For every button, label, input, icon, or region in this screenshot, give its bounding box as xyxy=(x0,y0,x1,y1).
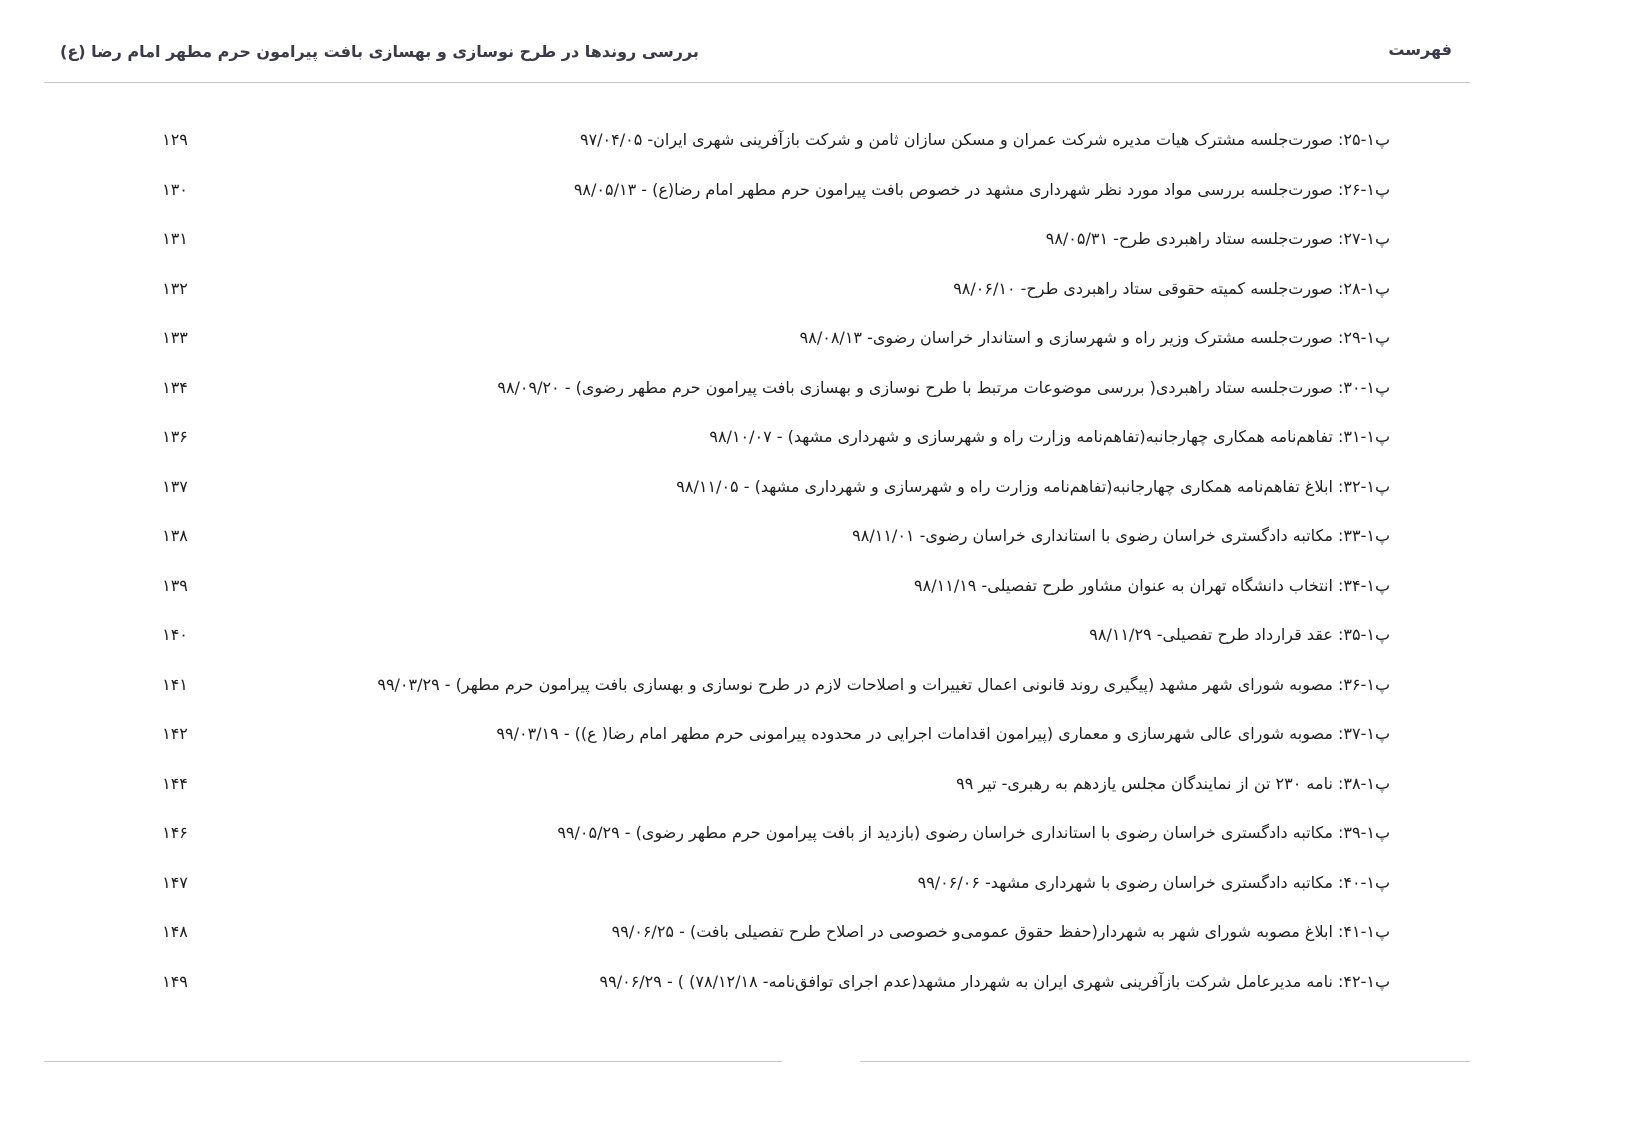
toc-page-number: ۱۳۲ xyxy=(162,278,188,298)
toc-page-number: ۱۳۰ xyxy=(162,179,188,199)
toc-entry-title: پ۱-۲۹: صورت‌جلسه مشترک وزیر راه و شهرسازی و استاندار خراسان رضوی- ۹۸/۰۸/۱۳ xyxy=(799,328,1390,348)
document-title: بررسی روندها در طرح نوسازی و بهسازی بافت پیرامون حرم مطهر امام رضا (ع) xyxy=(60,42,699,61)
toc-entry xyxy=(140,412,1390,462)
toc-page-number: ۱۳۷ xyxy=(162,476,188,496)
toc-entry-title: پ۱-۲۵: صورت‌جلسه مشترک هیات مدیره شرکت عمران و مسکن سازان ثامن و شرکت بازآفرینی شهری ایران- ۹۷/۰۴/۰۵ xyxy=(579,130,1390,150)
toc-page-number: ۱۴۶ xyxy=(162,823,188,843)
toc-page-number: ۱۴۰ xyxy=(162,625,188,645)
toc-entry-title: پ۱-۲۷: صورت‌جلسه ستاد راهبردی طرح- ۹۸/۰۵/۳۱ xyxy=(1045,229,1390,249)
toc-entry-title: پ۱-۳۰: صورت‌جلسه ستاد راهبردی( بررسی موضوعات مرتبط با طرح نوسازی و بهسازی بافت پیرامون حرم مطهر رضوی) - ۹۸/۰۹/۲۰ xyxy=(497,377,1390,397)
toc-entry xyxy=(140,363,1390,413)
toc-entry-title: پ۱-۳۶: مصوبه شورای شهر مشهد (پیگیری روند قانونی اعمال تغییرات و اصلاحات لازم در طرح نوسازی و بهسازی بافت پیرامون حرم مطهر) - ۹۹/۰۳/۲۹ xyxy=(377,674,1390,694)
toc-entry xyxy=(140,759,1390,809)
toc-entry xyxy=(140,214,1390,264)
toc-entry-title: پ۱-۴۱: ابلاغ مصوبه شورای شهر به شهردار(حفظ حقوق عمومی‌و خصوصی در اصلاح طرح تفصیلی بافت) - ۹۹/۰۶/۲۵ xyxy=(611,922,1390,942)
toc-page-number: ۱۲۹ xyxy=(162,130,188,150)
toc-page-number: ۱۳۶ xyxy=(162,427,188,447)
toc-page-number: ۱۴۹ xyxy=(162,971,188,991)
toc-entry xyxy=(140,709,1390,759)
toc-entry xyxy=(140,610,1390,660)
toc-entry xyxy=(140,907,1390,957)
toc-page-number: ۱۳۸ xyxy=(162,526,188,546)
footer-divider-left xyxy=(44,1061,782,1062)
toc-page-number: ۱۴۷ xyxy=(162,872,188,892)
toc-entry-title: پ۱-۳۸: نامه ۲۳۰ تن از نمایندگان مجلس یازدهم به رهبری- تیر ۹۹ xyxy=(956,773,1390,793)
toc-page-number: ۱۴۸ xyxy=(162,922,188,942)
toc-entry xyxy=(140,957,1390,1007)
toc-entry-title: پ۱-۳۹: مکاتبه دادگستری خراسان رضوی با استانداری خراسان رضوی (بازدید از بافت پیرامون حرم مطهر رضوی) - ۹۹/۰۵/۲۹ xyxy=(557,823,1390,843)
footer-divider-right xyxy=(860,1061,1470,1062)
toc-entry xyxy=(140,462,1390,512)
toc-entry-title: پ۱-۳۳: مکاتبه دادگستری خراسان رضوی با استانداری خراسان رضوی- ۹۸/۱۱/۰۱ xyxy=(852,526,1390,546)
toc-entry-title: پ۱-۴۰: مکاتبه دادگستری خراسان رضوی با شهرداری مشهد- ۹۹/۰۶/۰۶ xyxy=(917,872,1390,892)
toc-page-number: ۱۳۴ xyxy=(162,377,188,397)
toc-entry-title: پ۱-۳۲: ابلاغ تفاهم‌نامه همکاری چهارجانبه(تفاهم‌نامه وزارت راه و شهرسازی و شهرداری مشهد) - ۹۸/۱۱/۰۵ xyxy=(676,476,1390,496)
toc-page-number: ۱۳۱ xyxy=(162,229,188,249)
toc-entry xyxy=(140,115,1390,165)
toc-entry xyxy=(140,858,1390,908)
toc-page-number: ۱۳۳ xyxy=(162,328,188,348)
toc-entry-title: پ۱-۳۱: تفاهم‌نامه همکاری چهارجانبه(تفاهم‌نامه وزارت راه و شهرسازی و شهرداری مشهد) - ۹۸/۱۰/۰۷ xyxy=(709,427,1390,447)
toc-entry-title: پ۱-۳۵: عقد قرارداد طرح تفصیلی- ۹۸/۱۱/۲۹ xyxy=(1089,625,1390,645)
toc-entry xyxy=(140,808,1390,858)
section-title: فهرست xyxy=(1388,40,1452,59)
toc-entry xyxy=(140,313,1390,363)
toc-page-number: ۱۳۹ xyxy=(162,575,188,595)
toc-entry xyxy=(140,264,1390,314)
toc-entry-title: پ۱-۲۸: صورت‌جلسه کمیته حقوقی ستاد راهبردی طرح- ۹۸/۰۶/۱۰ xyxy=(953,278,1390,298)
table-of-contents xyxy=(140,115,1390,1006)
toc-entry xyxy=(140,511,1390,561)
toc-entry-title: پ۱-۲۶: صورت‌جلسه بررسی مواد مورد نظر شهرداری مشهد در خصوص بافت پیرامون حرم مطهر امام رضا(ع) - ۹۸/۰۵/۱۳ xyxy=(573,179,1390,199)
toc-entry-title: پ۱-۳۷: مصوبه شورای عالی شهرسازی و معماری (پیرامون اقدامات اجرایی در محدوده پیرامونی حرم مطهر امام رضا( ع)) - ۹۹/۰۳/۱۹ xyxy=(496,724,1390,744)
toc-page-number: ۱۴۱ xyxy=(162,674,188,694)
toc-entry xyxy=(140,561,1390,611)
toc-entry-title: پ۱-۴۲: نامه مدیرعامل شرکت بازآفرینی شهری ایران به شهردار مشهد(عدم اجرای توافق‌نامه- ۷۸/۱۲/۱۸) ) - ۹۹/۰۶/۲۹ xyxy=(599,971,1390,991)
toc-entry-title: پ۱-۳۴: انتخاب دانشگاه تهران به عنوان مشاور طرح تفصیلی- ۹۸/۱۱/۱۹ xyxy=(914,575,1390,595)
toc-page-number: ۱۴۴ xyxy=(162,773,188,793)
page-header xyxy=(44,30,1470,83)
toc-entry xyxy=(140,660,1390,710)
toc-entry xyxy=(140,165,1390,215)
toc-page-number: ۱۴۲ xyxy=(162,724,188,744)
